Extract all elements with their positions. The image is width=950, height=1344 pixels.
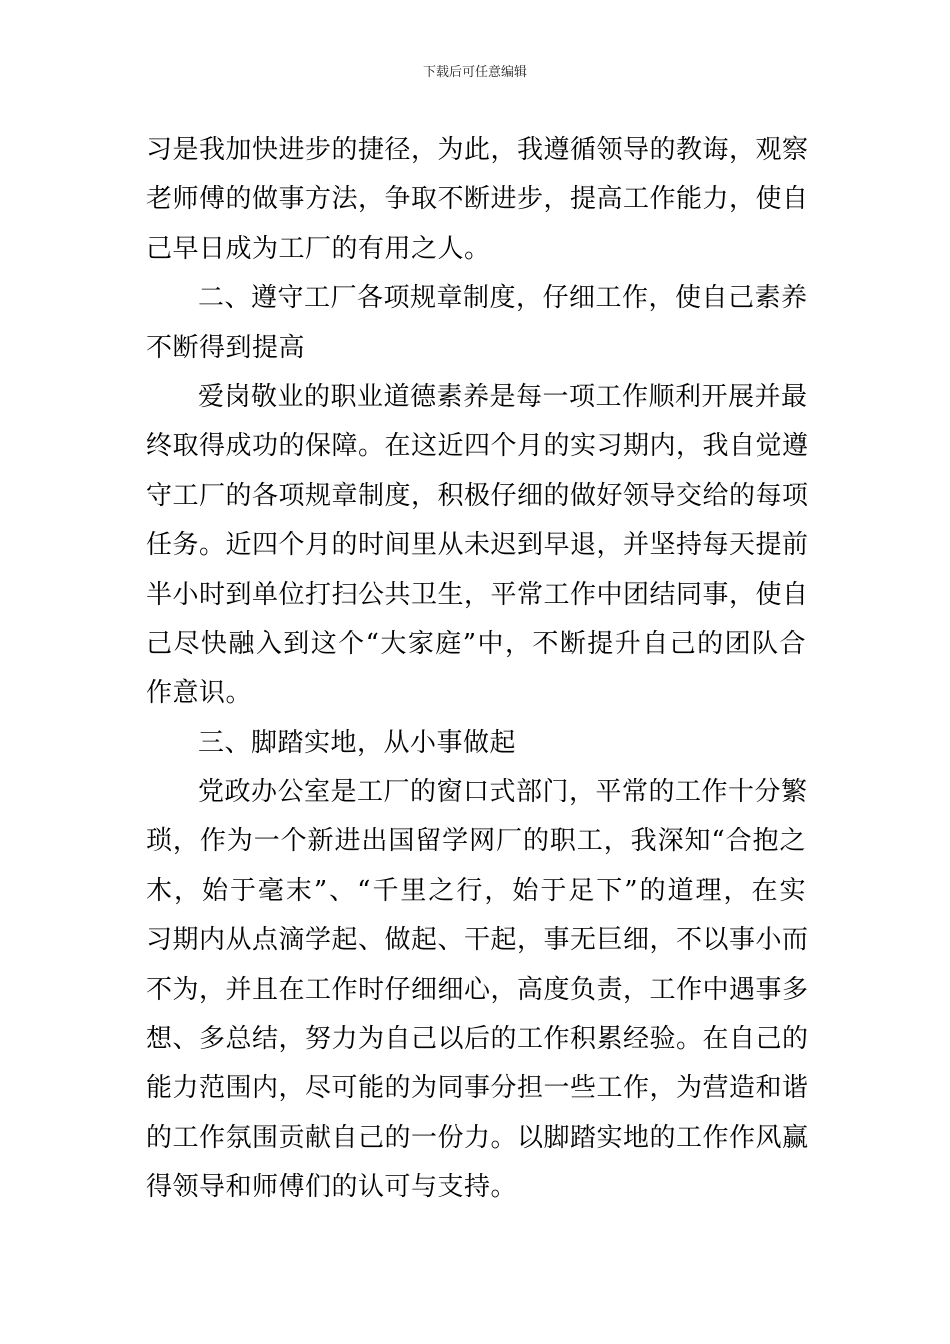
paragraph-continuation bbox=[146, 126, 809, 274]
text-line: 习期内从点滴学起、做起、干起，事无巨细，不以事小而 bbox=[146, 925, 809, 956]
text-line: 不断得到提高 bbox=[146, 332, 306, 363]
text-line: 守工厂的各项规章制度，积极仔细的做好领导交给的每项 bbox=[146, 480, 809, 511]
text-line: 得领导和师傅们的认可与支持。 bbox=[146, 1172, 518, 1203]
text-line: 终取得成功的保障。在这近四个月的实习期内，我自觉遵 bbox=[146, 431, 809, 462]
page-header: 下载后可任意编辑 bbox=[422, 65, 527, 80]
paragraph bbox=[146, 768, 809, 1213]
text-line: 党政办公室是工厂的窗口式部门，平常的工作十分繁 bbox=[198, 777, 808, 808]
text-line: 作意识。 bbox=[146, 678, 253, 709]
text-line: 任务。近四个月的时间里从未迟到早退，并坚持每天提前 bbox=[146, 530, 809, 561]
text-line: 能力范围内，尽可能的为同事分担一些工作，为营造和谐 bbox=[146, 1073, 809, 1104]
text-line: 琐，作为一个新进出国留学网厂的职工，我深知“合抱之 bbox=[146, 826, 806, 857]
section-heading-three bbox=[146, 719, 806, 768]
text-line: 想、多总结，努力为自己以后的工作积累经验。在自己的 bbox=[146, 1024, 809, 1055]
text-line: 半小时到单位打扫公共卫生，平常工作中团结同事，使自 bbox=[146, 579, 809, 610]
paragraph bbox=[146, 373, 809, 719]
text-line: 爱岗敬业的职业道德素养是每一项工作顺利开展并最 bbox=[198, 381, 808, 412]
text-line: 三、脚踏实地，从小事做起 bbox=[198, 727, 517, 758]
document-body bbox=[146, 126, 809, 1213]
text-line: 己尽快融入到这个“大家庭”中，不断提升自己的团队合 bbox=[146, 628, 806, 659]
section-heading-two bbox=[146, 274, 806, 373]
text-line: 二、遵守工厂各项规章制度，仔细工作，使自己素养 bbox=[198, 283, 808, 314]
text-line: 老师傅的做事方法，争取不断进步，提高工作能力，使自 bbox=[146, 184, 809, 215]
text-line: 己早日成为工厂的有用之人。 bbox=[146, 233, 491, 264]
text-line: 木，始于毫末”、“千里之行，始于足下”的道理，在实 bbox=[146, 875, 806, 906]
text-line: 习是我加快进步的捷径，为此，我遵循领导的教诲，观察 bbox=[146, 135, 809, 165]
text-line: 不为，并且在工作时仔细细心，高度负责，工作中遇事多 bbox=[146, 974, 809, 1005]
text-line: 的工作氛围贡献自己的一份力。以脚踏实地的工作作风赢 bbox=[146, 1122, 809, 1153]
